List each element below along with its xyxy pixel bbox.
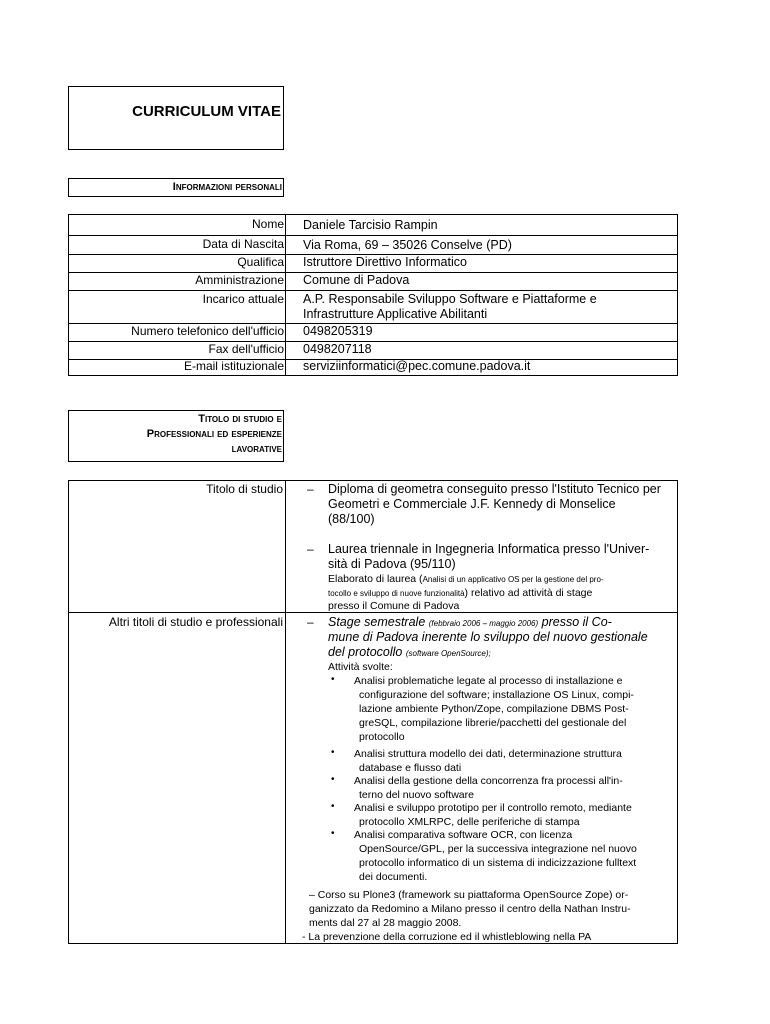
row-label: Nome xyxy=(251,217,284,231)
stage-line xyxy=(328,615,612,631)
activity-line: protocollo informatico di un sistema di indicizzazione fulltext xyxy=(359,857,637,869)
table-row xyxy=(69,359,677,376)
bullet-marker: • xyxy=(331,674,335,685)
label-altri-titoli: Altri titoli di studio e professionali xyxy=(108,615,283,629)
activity-line: OpenSource/GPL, per la successiva integrazione nel nuovo xyxy=(359,843,637,855)
activity-line: database e flusso dati xyxy=(359,762,462,774)
elaborato-text: ) relativo ad attività di stage xyxy=(464,587,593,599)
activity-line: protocollo xyxy=(359,731,405,743)
row-label: Amministrazione xyxy=(195,273,284,287)
row-label: Qualifica xyxy=(237,255,284,269)
elaborato-text: Elaborato di laurea ( xyxy=(328,573,423,585)
stage-text: (software OpenSource); xyxy=(405,649,491,658)
table-row xyxy=(69,341,677,360)
laurea-line: Laurea triennale in Ingegneria Informatica presso l'Univer- xyxy=(328,542,650,556)
activity-line: Analisi comparativa software OCR, con licenza xyxy=(354,829,573,841)
email-link[interactable]: serviziinformatici@pec.comune.padova.it xyxy=(303,359,531,373)
row-label: Data di Nascita xyxy=(202,237,284,251)
laurea-line: sità di Padova (95/110) xyxy=(328,557,456,571)
plone-line: – Corso su Plone3 (framework su piattaforma OpenSource Zope) or- xyxy=(309,889,629,901)
stage-text: Stage semestrale xyxy=(328,615,429,629)
activity-line: Analisi problematiche legate al processo di installazione e xyxy=(354,675,623,687)
column-divider xyxy=(285,481,286,943)
stage-text: presso il Co- xyxy=(538,615,612,629)
table-row xyxy=(69,215,677,236)
stage-line xyxy=(328,645,491,661)
personal-info-table xyxy=(68,214,678,376)
table-row xyxy=(69,235,677,255)
row-value: Via Roma, 69 – 35026 Conselve (PD) xyxy=(303,238,512,252)
elaborato-line xyxy=(328,572,604,587)
diploma-line: Geometri e Commerciale J.F. Kennedy di Monselice xyxy=(328,497,616,511)
education-section-header xyxy=(68,410,284,462)
diploma-line: (88/100) xyxy=(328,512,375,526)
education-section-heading xyxy=(147,412,282,457)
row-value: Comune di Padova xyxy=(303,273,410,287)
row-value: Istruttore Direttivo Informatico xyxy=(303,255,467,269)
dash-marker: – xyxy=(307,615,314,629)
table-row xyxy=(69,290,677,324)
table-row xyxy=(69,323,677,342)
row-label: Numero telefonico dell'ufficio xyxy=(131,324,284,338)
activity-line: Analisi struttura modello dei dati, determinazione struttura xyxy=(354,748,622,760)
document-title: CURRICULUM VITAE xyxy=(132,103,281,120)
activity-line: configurazione del software; installazione OS Linux, compi- xyxy=(359,689,634,701)
plone-line: ments dal 27 al 28 maggio 2008. xyxy=(309,917,462,929)
row-value: 0498205319 xyxy=(303,324,373,338)
attivita-heading: Attività svolte: xyxy=(328,661,393,673)
elaborato-text: tocollo e sviluppo di nuove funzionalità xyxy=(328,589,465,598)
elaborato-text: Analisi di un applicativo OS per la gestione del pro- xyxy=(422,575,604,584)
heading-line: lavorative xyxy=(231,443,282,455)
title-box xyxy=(68,86,284,150)
personal-section-header xyxy=(68,178,284,197)
dash-marker: – xyxy=(307,482,314,496)
dash-marker: – xyxy=(307,542,314,556)
stage-line: mune di Padova inerente lo sviluppo del nuovo gestionale xyxy=(328,630,648,644)
activity-line: Analisi della gestione della concorrenza fra processi all'in- xyxy=(354,775,623,787)
bullet-marker: • xyxy=(331,774,335,785)
row-label: Incarico attuale xyxy=(202,292,284,306)
heading-line: Professionali ed esperienze xyxy=(146,428,282,440)
education-table xyxy=(68,480,678,944)
activity-line: lazione ambiente Python/Zope, compilazione DBMS Post- xyxy=(359,703,629,715)
stage-text: del protocollo xyxy=(328,645,406,659)
diploma-line: Diploma di geometra conseguito presso l'Istituto Tecnico per xyxy=(328,482,661,496)
personal-section-heading: Informazioni personali xyxy=(172,181,282,193)
elaborato-line: presso il Comune di Padova xyxy=(328,600,460,612)
heading-line: Titolo di studio e xyxy=(198,413,282,425)
bullet-marker: • xyxy=(331,828,335,839)
bullet-marker: • xyxy=(331,747,335,758)
row-value: Daniele Tarcisio Rampin xyxy=(303,218,438,232)
row-value: A.P. Responsabile Sviluppo Software e Piattaforme e xyxy=(303,292,597,306)
row-value-continued: Infrastrutture Applicative Abilitanti xyxy=(303,307,488,321)
activity-line: protocollo XMLRPC, delle periferiche di stampa xyxy=(359,816,580,828)
activity-line: Analisi e sviluppo prototipo per il controllo remoto, mediante xyxy=(354,802,632,814)
plone-line: ganizzato da Redomino a Milano presso il centro della Nathan Instru- xyxy=(309,903,631,915)
activity-line: greSQL, compilazione librerie/pacchetti del gestionale del xyxy=(359,717,627,729)
label-titolo-studio: Titolo di studio xyxy=(206,482,283,496)
row-value: 0498207118 xyxy=(303,342,372,356)
table-row xyxy=(69,272,677,291)
row-label: E-mail istituzionale xyxy=(183,359,284,373)
row-label: Fax dell'ufficio xyxy=(208,342,284,356)
corruzione-line: - La prevenzione della corruzione ed il whistleblowing nella PA xyxy=(302,931,592,943)
bullet-marker: • xyxy=(331,801,335,812)
table-row xyxy=(69,254,677,273)
stage-text: (febbraio 2006 – maggio 2006) xyxy=(428,619,539,628)
activity-line: terno del nuovo software xyxy=(359,789,474,801)
activity-line: dei documenti. xyxy=(359,871,428,883)
